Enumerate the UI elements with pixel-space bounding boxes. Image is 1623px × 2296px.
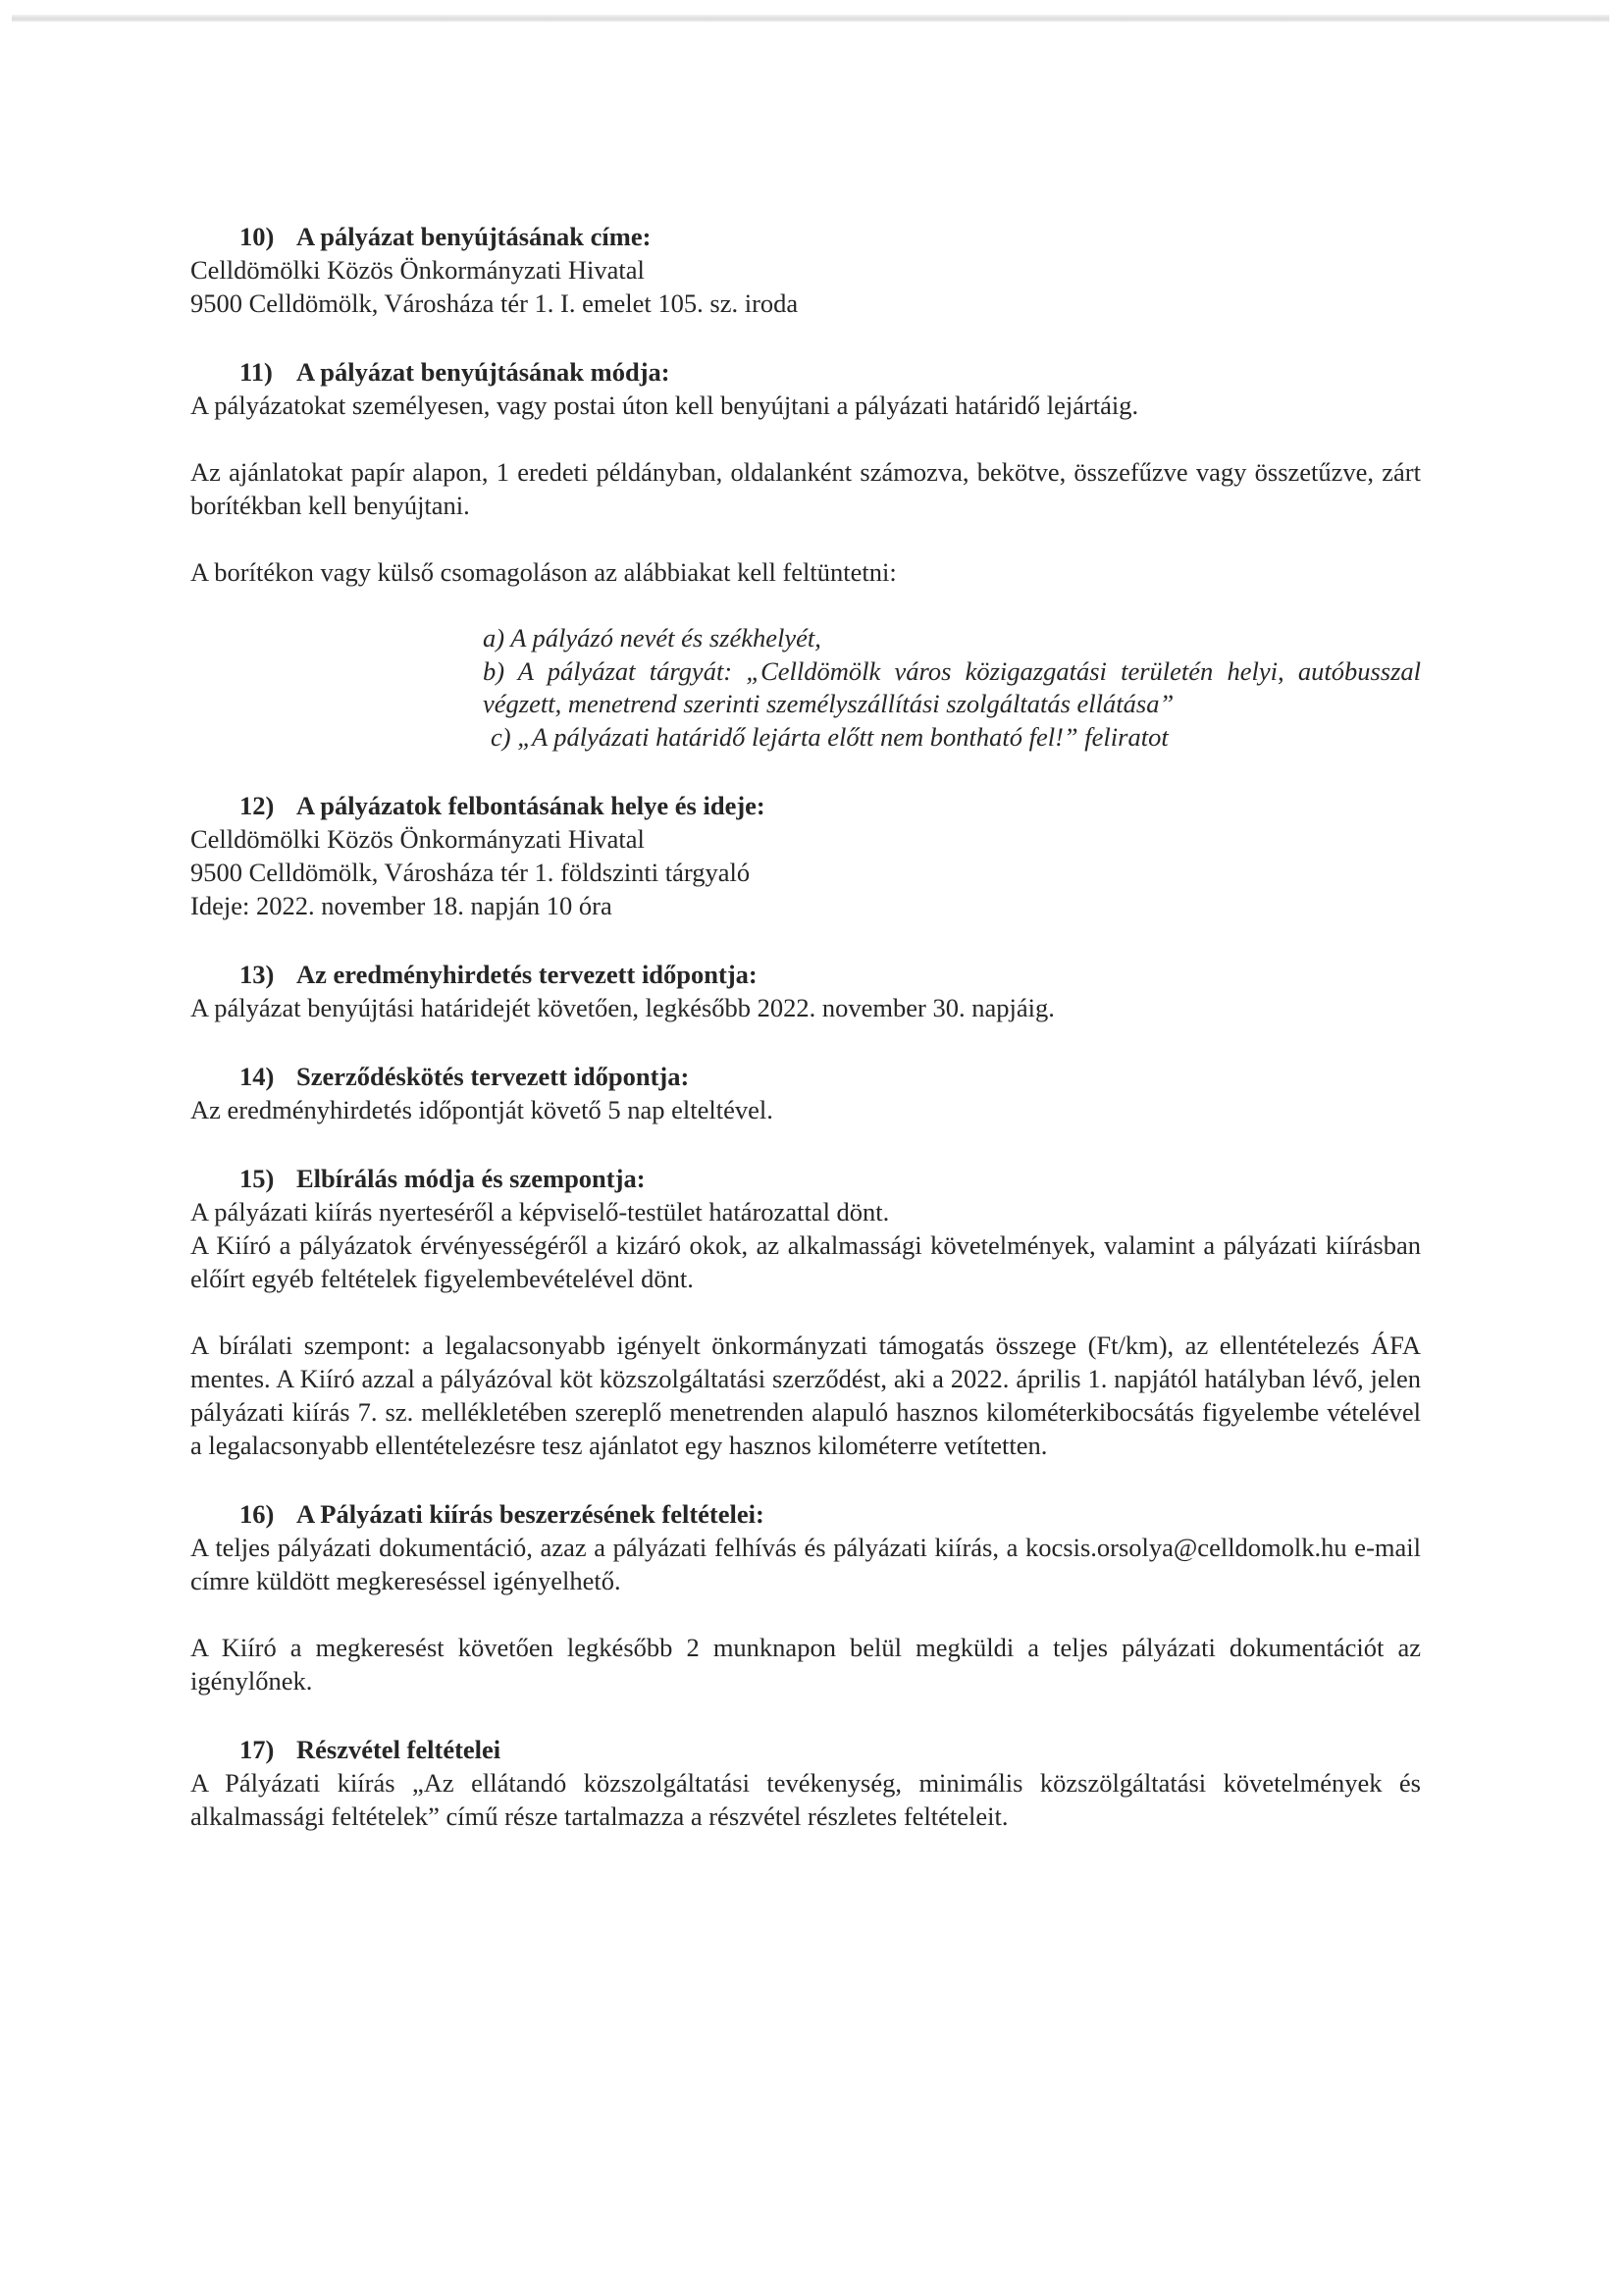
section-heading: 14) Szerződéskötés tervezett időpontja: xyxy=(239,1062,690,1091)
body-line: Celldömölki Közös Önkormányzati Hivatal xyxy=(190,824,645,854)
section-15 xyxy=(190,1162,1421,1462)
section-heading: 15) Elbírálás módja és szempontja: xyxy=(239,1164,646,1193)
list-item: b) A pályázat tárgyát: „Celldömölk város közigazgatási területén helyi, autóbusszal végzett, menetrend szerinti személyszállítási szolgáltatás ellátása” xyxy=(483,655,1421,718)
body-line: A borítékon vagy külső csomagoláson az alábbiakat kell feltüntetni: xyxy=(190,557,897,587)
body-line: A pályázatokat személyesen, vagy postai úton kell benyújtani a pályázati határidő lejártáig. xyxy=(190,391,1139,420)
section-13 xyxy=(190,958,1421,1024)
body-paragraph: A Pályázati kiírás „Az ellátandó közszolgáltatási tevékenység, minimális közszölgáltatási követelmények és alkalmassági feltételek” című része tartalmazza a részvétel részletes feltételeit. xyxy=(190,1768,1421,1831)
section-heading: 12) A pályázatok felbontásának helye és ideje: xyxy=(239,791,765,820)
section-10 xyxy=(190,220,1421,320)
section-17 xyxy=(190,1733,1421,1833)
envelope-requirements-list xyxy=(483,622,1421,754)
body-paragraph: A Kiíró a pályázatok érvényességéről a kizáró okok, az alkalmassági követelmények, valamint a pályázati kiírásban előírt egyéb feltételek figyelembevételével dönt. xyxy=(190,1230,1421,1293)
body-line: A pályázat benyújtási határidejét követően, legkésőbb 2022. november 30. napjáig. xyxy=(190,993,1055,1022)
address-line: 9500 Celldömölk, Városháza tér 1. I. emelet 105. sz. iroda xyxy=(190,288,799,318)
body-paragraph: A bírálati szempont: a legalacsonyabb igényelt önkormányzati támogatás összege (Ft/km), az ellentételezés ÁFA mentes. A Kiíró azzal a pályázóval köt közszolgáltatási szerződést, aki a 2022. április 1. napjától hatályban lévő, jelen pályázati kiírás 7. sz. mellékletében szereplő menetrenden alapuló hasznos kilométerkibocsátás figyelembe vételével a legalacsonyabb ellentételezésre tesz ajánlatot egy hasznos kilométerre vetítetten. xyxy=(190,1331,1421,1460)
address-line: Celldömölki Közös Önkormányzati Hivatal xyxy=(190,255,645,285)
scan-edge-line xyxy=(12,15,1609,22)
list-item: a) A pályázó nevét és székhelyét, xyxy=(483,623,821,652)
body-paragraph: A teljes pályázati dokumentáció, azaz a pályázati felhívás és pályázati kiírás, a kocsis.orsolya@celldomolk.hu e-mail címre küldött megkereséssel igényelhető. xyxy=(190,1533,1421,1595)
section-heading: 17) Részvétel feltételei xyxy=(239,1735,501,1764)
body-line: A pályázati kiírás nyerteséről a képviselő-testület határozattal dönt. xyxy=(190,1197,890,1226)
body-line: 9500 Celldömölk, Városháza tér 1. földszinti tárgyaló xyxy=(190,858,751,887)
body-line: Ideje: 2022. november 18. napján 10 óra xyxy=(190,891,612,920)
section-16 xyxy=(190,1497,1421,1697)
body-paragraph: Az ajánlatokat papír alapon, 1 eredeti példányban, oldalanként számozva, bekötve, összefűzve vagy összetűzve, zárt borítékban kell benyújtani. xyxy=(190,457,1421,520)
list-item: c) „A pályázati határidő lejárta előtt nem bontható fel!” feliratot xyxy=(491,721,1169,752)
section-heading: 11) A pályázat benyújtásának módja: xyxy=(239,357,670,387)
body-paragraph: A Kiíró a megkeresést követően legkésőbb 2 munknapon belül megküldi a teljes pályázati dokumentációt az igénylőnek. xyxy=(190,1633,1421,1696)
section-heading: 10) A pályázat benyújtásának címe: xyxy=(239,222,652,251)
section-heading: 13) Az eredményhirdetés tervezett időpontja: xyxy=(239,960,758,989)
section-12 xyxy=(190,789,1421,922)
document-page xyxy=(190,220,1421,1833)
section-11 xyxy=(190,355,1421,754)
section-14 xyxy=(190,1060,1421,1126)
body-line: Az eredményhirdetés időpontját követő 5 nap elteltével. xyxy=(190,1095,773,1124)
section-heading: 16) A Pályázati kiírás beszerzésének feltételei: xyxy=(239,1499,764,1529)
